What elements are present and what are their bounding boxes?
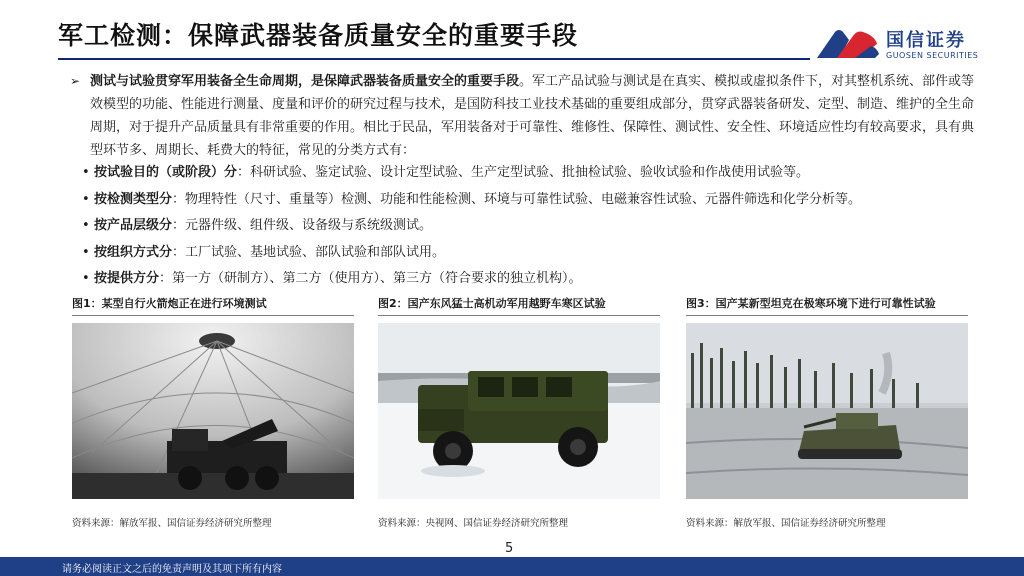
- caption-divider: [378, 315, 660, 316]
- bullet-label: 按试验目的（或阶段）分: [94, 165, 238, 180]
- caption-divider: [686, 315, 968, 316]
- list-item: [82, 187, 982, 214]
- bullet-dot: •: [82, 271, 90, 286]
- logo-english-name: GUOSEN SECURITIES: [886, 51, 979, 60]
- bullet-label: 按组织方式分: [94, 244, 173, 260]
- bullet-text: ：第一方（研制方）、第二方（使用方）、第三方（符合要求的独立机构）。: [159, 271, 582, 286]
- title-underline: [58, 58, 810, 60]
- bullet-dot: •: [82, 218, 90, 233]
- figure-1: [72, 295, 354, 529]
- caption-divider: [72, 315, 354, 316]
- figure-3: [686, 295, 968, 529]
- bullet-label: 按提供方分: [94, 271, 160, 286]
- figure-source: 资料来源：解放军报、国信证券经济研究所整理: [72, 518, 272, 529]
- bullet-dot: •: [82, 165, 90, 180]
- intro-bold-lead: 测试与试验贯穿军用装备全生命周期，是保障武器装备质量安全的重要手段: [90, 74, 520, 89]
- list-item: [82, 160, 982, 187]
- page-title: 军工检测：保障武器装备质量安全的重要手段: [58, 21, 579, 50]
- bullet-dot: •: [82, 244, 90, 260]
- classification-list: [82, 160, 982, 293]
- footer-bar: [0, 557, 1024, 576]
- figure-source: 资料来源：央视网、国信证券经济研究所整理: [378, 518, 569, 529]
- bullet-text: ：工厂试验、基地试验、部队试验和部队试用。: [172, 244, 446, 260]
- figure-2: [378, 295, 660, 529]
- figure-caption: 图2：国产东风猛士高机动军用越野车寒区试验: [378, 297, 606, 310]
- bullet-label: 按产品层级分: [94, 218, 173, 233]
- list-item: [82, 266, 982, 293]
- bullet-label: 按检测类型分: [94, 191, 173, 207]
- arrow-bullet-icon: ➢: [70, 74, 81, 88]
- list-item: [82, 213, 982, 240]
- intro-paragraph: [70, 70, 975, 162]
- guosen-logo-icon: [815, 24, 881, 64]
- offroad-vehicle-photo: [378, 323, 660, 499]
- figure-source: 资料来源：解放军报、国信证券经济研究所整理: [686, 518, 886, 529]
- company-logo: [815, 24, 1015, 68]
- bullet-text: ：科研试验、鉴定试验、设计定型试验、生产定型试验、批抽检试验、验收试验和作战使用试验等。: [237, 165, 810, 180]
- intro-text: [90, 70, 975, 162]
- bullet-text: ：元器件级、组件级、设备级与系统级测试。: [172, 218, 433, 233]
- figure-caption: 图3：国产某新型坦克在极寒环境下进行可靠性试验: [686, 297, 936, 310]
- figure-caption: 图1：某型自行火箭炮正在进行环境测试: [72, 297, 267, 310]
- bullet-dot: •: [82, 191, 90, 207]
- rocket-launcher-photo: [72, 323, 354, 499]
- intro-body: 。军工产品试验与测试是在真实、模拟或虚拟条件下，对其整机系统、部件或等效模型的功能、性能进行测量、度量和评价的研究过程与技术，是国防科技工业技术基础的重要组成部分，贯穿武器装备研发、定型、制造、维护的全生命周期，对于提升产品质量具有非常重要的作用。相比于民品，军用装备对于可靠性、维修性、保障性、测试性、安全性、环境适应性均有较高要求，具有典型环节多、周期长、耗费大的特征，常见的分类方式有：: [90, 74, 975, 158]
- list-item: [82, 240, 982, 267]
- bullet-text: ：物理特性（尺寸、重量等）检测、功能和性能检测、环境与可靠性试验、电磁兼容性试验、元器件筛选和化学分析等。: [172, 191, 862, 207]
- logo-chinese-name: 国信证券: [886, 30, 966, 51]
- page-number: 5: [505, 541, 514, 556]
- tank-cold-test-photo: [686, 323, 968, 499]
- disclaimer-text: 请务必阅读正文之后的免责声明及其项下所有内容: [62, 564, 282, 575]
